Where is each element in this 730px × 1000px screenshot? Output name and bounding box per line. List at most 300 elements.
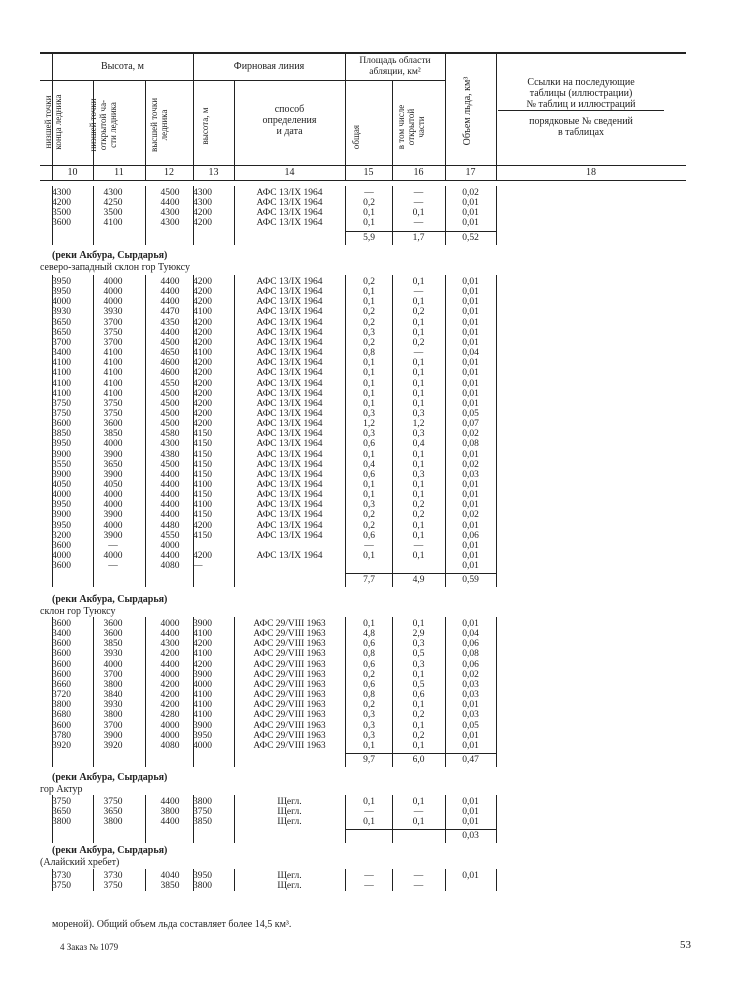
cell-low-open: 3900 [103,510,123,521]
cell-method-date: АФС 29/VIII 1963 [253,659,326,670]
cell-firn-height: 4100 [193,649,212,660]
cell-low-open: 3730 [103,871,123,881]
cell-high-point: 4500 [160,398,180,409]
cell-low-open: 3930 [103,307,123,318]
cell-low-open: 3500 [103,208,123,219]
cell-area-open: 0,1 [412,700,425,711]
cell-low-end: 3650 [52,327,71,338]
cell-area-open: 0,5 [412,649,425,660]
cell-area-total: 0,2 [363,337,375,348]
cell-ice-volume: 0,01 [462,740,479,751]
total-rule [345,573,496,574]
cell-area-total: 0,8 [363,690,375,701]
cell-area-open: 0,1 [412,817,425,828]
cell-area-total: 0,1 [363,398,375,409]
column-separator [392,186,393,245]
cell-high-point: 4080 [160,561,180,572]
column-separator [93,186,94,245]
cell-method-date: АФС 13/IX 1964 [256,348,323,359]
cell-method-date: АФС 13/IX 1964 [256,277,323,287]
cell-low-end: 4100 [52,368,71,379]
col-number: 13 [208,167,219,178]
cell-ice-volume: 0,01 [462,378,479,389]
cell-high-point: 4000 [160,540,180,551]
column-separator [93,275,94,587]
cell-low-end: 3550 [52,459,71,470]
cell-high-point: 4400 [160,797,180,807]
cell-high-point: 4600 [160,368,180,379]
cell-area-total: 0,1 [363,297,375,308]
cell-method-date: АФС 29/VIII 1963 [253,669,326,680]
header-col11: низшей точки открытой ча- сти ледника [88,98,118,152]
cell-area-total: 0,2 [363,520,375,531]
cell-area-open: — [413,348,424,359]
cell-area-open: 0,1 [412,277,425,287]
cell-area-total: 0,3 [363,730,375,741]
header-vline [145,80,146,180]
total-rule [345,753,496,754]
cell-low-open: 3750 [103,398,123,409]
cell-high-point: 4040 [160,871,180,881]
cell-firn-height: 4100 [193,500,212,511]
cell-low-end: 3660 [52,679,71,690]
cell-method-date: АФС 13/IX 1964 [256,188,323,198]
column-separator [392,275,393,587]
cell-area-total: — [364,871,374,881]
cell-ice-volume: 0,08 [462,439,479,450]
column-separator [345,869,346,891]
col-number: 17 [465,167,476,178]
section-total: 0,52 [462,232,479,243]
cell-area-open: — [413,871,424,881]
cell-area-open: 0,1 [412,327,425,338]
cell-low-open: 4250 [103,198,123,209]
cell-area-total: — [364,881,374,892]
cell-method-date: АФС 29/VIII 1963 [253,629,326,640]
cell-low-end: 3930 [52,307,71,318]
cell-low-end: 3750 [52,408,71,419]
cell-area-total: 0,1 [363,490,375,501]
section-caption: (реки Акбура, Сырдарья) [52,772,168,783]
cell-firn-height: 4200 [193,419,212,430]
cell-area-open: 0,5 [412,679,425,690]
cell-firn-height: 4150 [193,530,212,541]
cell-firn-height: 4000 [193,679,212,690]
cell-firn-height: 4300 [193,188,212,198]
cell-low-end: 3800 [52,817,71,828]
cell-firn-height: 4150 [193,459,212,470]
cell-area-open: 0,4 [412,439,425,450]
cell-low-end: 4300 [52,188,71,198]
cell-area-total: 0,1 [363,378,375,389]
column-separator [445,795,446,843]
cell-low-end: 3600 [52,720,71,731]
col-number: 18 [586,167,596,178]
cell-low-end: 3750 [52,398,71,409]
cell-high-point: 4400 [160,297,180,308]
cell-area-total: 0,3 [363,500,375,511]
cell-low-end: 3730 [52,871,71,881]
column-separator [193,275,194,587]
order-number: 4 Заказ № 1079 [60,942,119,952]
cell-high-point: 4650 [160,348,180,359]
cell-firn-height: 4100 [193,700,212,711]
cell-low-open: 3650 [103,459,123,470]
cell-area-total: 0,3 [363,429,375,440]
header-vline [445,53,446,180]
section-total: 6,0 [412,754,425,765]
cell-ice-volume: 0,01 [462,551,479,562]
cell-low-end: 3900 [52,449,71,460]
header-col17: Объем льда, км³ [462,76,473,146]
column-separator [234,617,235,767]
cell-area-open: 0,2 [412,307,425,318]
column-separator [52,795,53,843]
cell-low-end: 3950 [52,277,71,287]
cell-area-open: 0,1 [412,740,425,751]
cell-firn-height: 4200 [193,297,212,308]
cell-high-point: 4500 [160,459,180,470]
cell-method-date: Щегл. [277,807,302,818]
cell-area-open: — [413,198,424,209]
cell-ice-volume: 0,01 [462,218,479,229]
cell-area-open: 0,2 [412,500,425,511]
cell-ice-volume: 0,01 [462,520,479,531]
cell-area-open: 0,3 [412,408,425,419]
cell-low-open: 4000 [103,277,123,287]
cell-high-point: 4470 [160,307,180,318]
cell-area-open: 0,1 [412,208,425,219]
cell-method-date: АФС 29/VIII 1963 [253,679,326,690]
cell-firn-height: 4100 [193,348,212,359]
cell-high-point: 4200 [160,690,180,701]
section-caption: (реки Акбура, Сырдарья) [52,845,168,856]
cell-low-open: 3700 [103,720,123,731]
cell-firn-height: 4200 [193,551,212,562]
header-area-group: Площадь области абляции, км² [359,56,431,77]
total-rule [345,231,496,232]
cell-high-point: 4000 [160,619,180,629]
cell-firn-height: 4150 [193,429,212,440]
cell-method-date: АФС 13/IX 1964 [256,500,323,511]
cell-area-open: 0,1 [412,619,425,629]
cell-firn-height: 4150 [193,449,212,460]
cell-low-open: 3840 [103,690,123,701]
cell-method-date: АФС 13/IX 1964 [256,419,323,430]
cell-low-open: 3700 [103,337,123,348]
cell-method-date: Щегл. [277,797,302,807]
cell-ice-volume: 0,03 [462,710,479,721]
cell-low-open: 4300 [103,188,123,198]
cell-high-point: 3850 [160,881,180,892]
page-number: 53 [680,939,691,951]
cell-low-open: 3650 [103,807,123,818]
cell-area-total: — [364,807,374,818]
cell-ice-volume: 0,01 [462,700,479,711]
cell-firn-height: 4100 [193,629,212,640]
cell-method-date: АФС 13/IX 1964 [256,449,323,460]
cell-firn-height: 4000 [193,740,212,751]
cell-low-end: 4050 [52,480,71,490]
column-separator [234,795,235,843]
cell-low-open: 4100 [103,368,123,379]
cell-firn-height: 3800 [193,881,212,892]
cell-area-total: 0,2 [363,669,375,680]
cell-low-open: 4100 [103,218,123,229]
cell-ice-volume: 0,01 [462,449,479,460]
cell-low-open: 3600 [103,619,123,629]
cell-ice-volume: 0,06 [462,530,479,541]
cell-method-date: АФС 13/IX 1964 [256,398,323,409]
cell-low-open: 4050 [103,480,123,490]
cell-high-point: 4400 [160,198,180,209]
cell-area-open: — [413,287,424,298]
cell-ice-volume: 0,01 [462,807,479,818]
column-separator [392,795,393,843]
cell-ice-volume: 0,01 [462,317,479,328]
cell-method-date: АФС 29/VIII 1963 [253,710,326,721]
cell-firn-height: 4150 [193,510,212,521]
cell-ice-volume: 0,03 [462,679,479,690]
cell-low-end: 3700 [52,337,71,348]
column-separator [93,795,94,843]
section-subcaption: (Алайский хребет) [40,857,120,868]
cell-firn-height: 4200 [193,659,212,670]
cell-area-total: 0,8 [363,649,375,660]
header-refs-title: Ссылки на последующие таблицы (иллюстрации) [527,77,635,99]
cell-low-open: 3600 [103,419,123,430]
cell-high-point: 4400 [160,510,180,521]
cell-low-open: — [108,540,118,551]
cell-high-point: 4600 [160,358,180,369]
cell-low-open: 3700 [103,317,123,328]
cell-area-total: 0,1 [363,740,375,751]
cell-area-total: 0,1 [363,817,375,828]
cell-method-date: АФС 13/IX 1964 [256,378,323,389]
cell-low-end: 3650 [52,807,71,818]
cell-low-end: 3900 [52,510,71,521]
cell-method-date: АФС 13/IX 1964 [256,317,323,328]
cell-high-point: 4000 [160,720,180,731]
column-separator [145,617,146,767]
cell-low-end: 3200 [52,530,71,541]
cell-low-open: 3600 [103,629,123,640]
header-col16: в том числе открытой части [396,104,426,150]
cell-ice-volume: 0,05 [462,720,479,731]
cell-low-end: 3850 [52,429,71,440]
col-number: 11 [114,167,124,178]
cell-firn-height: 4200 [193,218,212,229]
column-separator [445,869,446,891]
cell-area-total: 0,1 [363,619,375,629]
column-separator [496,869,497,891]
header-col14: способ определения и дата [262,104,317,137]
column-separator [52,869,53,891]
cell-area-open: 0,1 [412,317,425,328]
cell-ice-volume: 0,01 [462,287,479,298]
cell-low-open: 3800 [103,817,123,828]
cell-method-date: АФС 29/VIII 1963 [253,619,326,629]
cell-ice-volume: 0,01 [462,871,479,881]
cell-ice-volume: 0,02 [462,459,479,470]
header-firn-group: Фирновая линия [233,61,305,72]
column-separator [445,186,446,245]
section-total: 7,7 [363,575,375,586]
cell-low-end: 3600 [52,218,71,229]
cell-ice-volume: 0,01 [462,730,479,741]
footer-note: мореной). Общий объем льда составляет более 14,5 км³. [52,919,292,930]
cell-method-date: АФС 13/IX 1964 [256,490,323,501]
col-number: 12 [164,167,174,178]
cell-high-point: 4400 [160,629,180,640]
cell-method-date: АФС 13/IX 1964 [256,358,323,369]
cell-low-end: 4100 [52,378,71,389]
cell-area-open: 0,1 [412,490,425,501]
cell-firn-height: 4200 [193,639,212,650]
cell-ice-volume: 0,02 [462,510,479,521]
column-separator [392,869,393,891]
cell-method-date: АФС 29/VIII 1963 [253,700,326,711]
cell-firn-height: 4200 [193,337,212,348]
cell-area-total: 0,6 [363,679,375,690]
column-separator [193,795,194,843]
header-refs-sub2: порядковые № сведений в таблицах [529,116,633,138]
col-number: 15 [363,167,374,178]
cell-ice-volume: 0,01 [462,198,479,209]
cell-area-total: 0,1 [363,551,375,562]
cell-ice-volume: 0,01 [462,368,479,379]
column-separator [445,617,446,767]
cell-high-point: 4400 [160,490,180,501]
cell-low-open: 4000 [103,297,123,308]
cell-area-open: 0,3 [412,659,425,670]
cell-low-open: 4000 [103,520,123,531]
cell-area-open: 2,9 [412,629,425,640]
cell-firn-height: 4200 [193,378,212,389]
column-separator [234,275,235,587]
cell-area-total: 0,1 [363,368,375,379]
cell-ice-volume: 0,02 [462,429,479,440]
cell-firn-height: — [193,561,203,572]
cell-area-total: 0,1 [363,358,375,369]
cell-high-point: 4400 [160,277,180,287]
column-separator [234,186,235,245]
cell-low-end: 3720 [52,690,71,701]
cell-ice-volume: 0,01 [462,337,479,348]
cell-area-total: 0,6 [363,469,375,480]
cell-ice-volume: 0,06 [462,639,479,650]
cell-ice-volume: 0,03 [462,690,479,701]
cell-high-point: 4480 [160,520,180,531]
cell-ice-volume: 0,07 [462,419,479,430]
cell-high-point: 4000 [160,730,180,741]
cell-low-open: 4100 [103,358,123,369]
cell-high-point: 4300 [160,439,180,450]
cell-firn-height: 3850 [193,817,212,828]
section-total: 1,7 [412,232,425,243]
section-total: 9,7 [363,754,375,765]
cell-area-total: 0,3 [363,720,375,731]
cell-high-point: 4580 [160,429,180,440]
section-total: 0,47 [462,754,479,765]
cell-firn-height: 4100 [193,690,212,701]
cell-high-point: 4400 [160,817,180,828]
cell-firn-height: 3950 [193,871,212,881]
cell-low-open: 4000 [103,551,123,562]
cell-area-total: — [364,540,374,551]
section-total: 5,9 [363,232,375,243]
header-height-group: Высота, м [101,61,144,72]
cell-method-date: Щегл. [277,817,302,828]
cell-firn-height: 4300 [193,198,212,209]
cell-low-end: 4200 [52,198,71,209]
cell-method-date: АФС 29/VIII 1963 [253,740,326,751]
cell-area-total: — [364,188,374,198]
cell-area-open: — [413,807,424,818]
column-separator [193,617,194,767]
cell-firn-height: 4150 [193,469,212,480]
cell-low-end: 4000 [52,490,71,501]
cell-high-point: 4400 [160,469,180,480]
cell-low-open: 3900 [103,469,123,480]
column-separator [145,186,146,245]
column-separator [93,869,94,891]
cell-low-open: 3750 [103,408,123,419]
cell-area-open: 0,1 [412,358,425,369]
cell-method-date: АФС 13/IX 1964 [256,198,323,209]
cell-area-open: 0,1 [412,530,425,541]
header-refs-sub1: № таблиц и иллюстраций [526,99,636,110]
cell-area-total: 0,3 [363,710,375,721]
cell-firn-height: 4100 [193,307,212,318]
header-top-rule [40,52,686,54]
cell-low-end: 3950 [52,287,71,298]
cell-high-point: 4550 [160,378,180,389]
section-subcaption: гор Актур [40,784,83,795]
cell-area-total: 0,2 [363,317,375,328]
column-separator [52,275,53,587]
cell-ice-volume: 0,06 [462,659,479,670]
cell-method-date: Щегл. [277,871,302,881]
cell-low-end: 4000 [52,551,71,562]
column-separator [496,186,497,245]
cell-low-end: 4100 [52,358,71,369]
cell-low-open: 3930 [103,700,123,711]
column-separator [145,275,146,587]
column-separator [345,795,346,843]
cell-ice-volume: 0,04 [462,629,479,640]
cell-method-date: АФС 13/IX 1964 [256,327,323,338]
section-total: 0,03 [462,831,479,842]
cell-high-point: 4300 [160,208,180,219]
header-refs-rule [498,110,664,111]
cell-high-point: 4200 [160,649,180,660]
cell-area-total: 0,8 [363,348,375,359]
cell-area-open: 0,1 [412,449,425,460]
cell-high-point: 4400 [160,500,180,511]
cell-area-total: 0,6 [363,659,375,670]
cell-high-point: 4400 [160,327,180,338]
cell-low-end: 3900 [52,469,71,480]
cell-low-open: 4100 [103,388,123,399]
header-group-rule-2 [345,80,445,81]
cell-method-date: АФС 13/IX 1964 [256,429,323,440]
section-subcaption: северо-западный склон гор Туюксу [40,262,190,273]
cell-low-open: 4000 [103,287,123,298]
cell-high-point: 4500 [160,388,180,399]
cell-firn-height: 3900 [193,619,212,629]
cell-area-open: — [413,188,424,198]
